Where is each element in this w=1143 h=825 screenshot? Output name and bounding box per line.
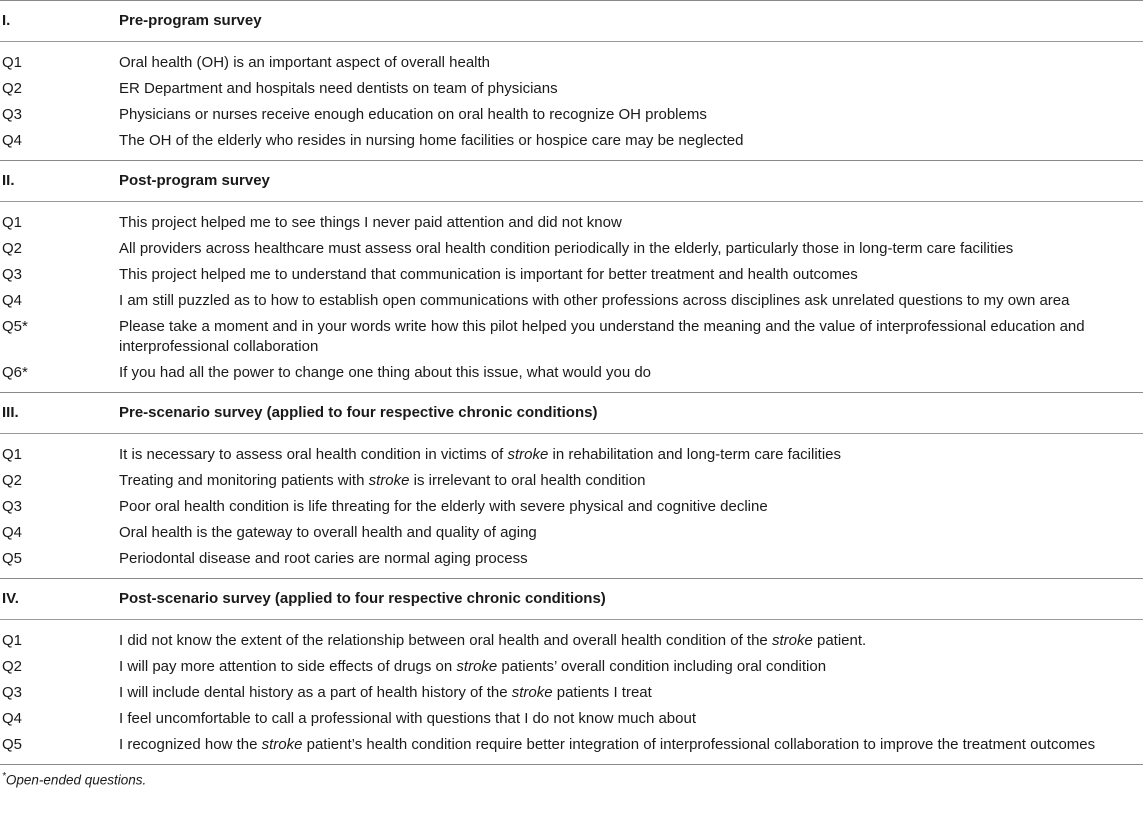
section-title: Post-program survey — [119, 172, 270, 189]
question-id: Q4 — [2, 132, 23, 149]
section-header — [0, 393, 1143, 434]
question-row — [0, 546, 1143, 572]
survey-section — [0, 578, 1143, 764]
question-text-segment: in rehabilitation and long-term care facilities — [548, 446, 842, 463]
question-text — [119, 471, 1143, 491]
question-row — [0, 288, 1143, 314]
question-id: Q1 — [2, 632, 23, 649]
survey-section — [0, 392, 1143, 578]
question-text-segment: This project helped me to understand that communication is important for better treatment and health outcomes — [119, 266, 858, 283]
question-row — [0, 680, 1143, 706]
question-row — [0, 128, 1143, 154]
question-row — [0, 706, 1143, 732]
question-text-segment: I will include dental history as a part of health history of the — [119, 684, 512, 701]
question-id: Q2 — [2, 80, 23, 97]
question-text-segment: is irrelevant to oral health condition — [409, 472, 646, 489]
question-text-segment: patients I treat — [552, 684, 652, 701]
question-row — [0, 102, 1143, 128]
question-row — [0, 236, 1143, 262]
question-row — [0, 468, 1143, 494]
question-text — [119, 105, 1143, 125]
question-text — [119, 291, 1143, 311]
question-text — [119, 523, 1143, 543]
question-text-segment: I feel uncomfortable to call a professional with questions that I do not know much about — [119, 710, 697, 727]
question-text-segment: I am still puzzled as to how to establish open communications with other professions across disciplines ask unrelated questions to my own area — [119, 292, 1070, 309]
question-text-emphasis: stroke — [511, 684, 553, 701]
question-text-segment: All providers across healthcare must assess oral health condition periodically in the elderly, particularly those in long-term care facilities — [119, 240, 1014, 257]
question-id: Q1 — [2, 446, 23, 463]
section-title: Pre-program survey — [119, 12, 262, 29]
question-text — [119, 497, 1143, 517]
question-text — [119, 709, 1143, 729]
question-row — [0, 360, 1143, 386]
question-id: Q4 — [2, 292, 23, 309]
question-text — [119, 657, 1143, 677]
section-header — [0, 161, 1143, 202]
question-text — [119, 445, 1143, 465]
question-row — [0, 314, 1143, 360]
question-text — [119, 317, 1143, 357]
section-numeral: I. — [2, 12, 11, 29]
question-row — [0, 262, 1143, 288]
question-text — [119, 213, 1143, 233]
question-row — [0, 654, 1143, 680]
question-text-segment: I recognized how the — [119, 736, 262, 753]
question-text-emphasis: stroke — [771, 632, 813, 649]
question-text — [119, 363, 1143, 383]
question-id: Q3 — [2, 106, 23, 123]
survey-section — [0, 0, 1143, 160]
question-id: Q1 — [2, 54, 23, 71]
question-row — [0, 210, 1143, 236]
question-text-segment: It is necessary to assess oral health condition in victims of — [119, 446, 508, 463]
section-title: Post-scenario survey (applied to four respective chronic conditions) — [119, 590, 606, 607]
footnote-text: Open-ended questions. — [5, 772, 147, 788]
question-id: Q4 — [2, 710, 23, 727]
question-text — [119, 131, 1143, 151]
question-text-emphasis: stroke — [456, 658, 498, 675]
section-rows — [0, 434, 1143, 578]
question-text-segment: Treating and monitoring patients with — [119, 472, 369, 489]
section-title: Pre-scenario survey (applied to four respective chronic conditions) — [119, 404, 598, 421]
question-row — [0, 520, 1143, 546]
question-text — [119, 79, 1143, 99]
section-rows — [0, 202, 1143, 392]
question-text-emphasis: stroke — [261, 736, 303, 753]
section-numeral: IV. — [2, 590, 19, 607]
question-text-segment: This project helped me to see things I never paid attention and did not know — [119, 214, 622, 231]
question-text-segment: If you had all the power to change one thing about this issue, what would you do — [119, 364, 652, 381]
question-text — [119, 53, 1143, 73]
question-text-segment: Physicians or nurses receive enough education on oral health to recognize OH problems — [119, 106, 707, 123]
question-text-segment: ER Department and hospitals need dentists on team of physicians — [119, 80, 558, 97]
question-text-emphasis: stroke — [507, 446, 549, 463]
question-row — [0, 50, 1143, 76]
section-rows — [0, 620, 1143, 764]
section-numeral: III. — [2, 404, 19, 421]
question-text-segment: The OH of the elderly who resides in nursing home facilities or hospice care may be neglected — [119, 132, 744, 149]
question-id: Q4 — [2, 524, 23, 541]
question-text-segment: I did not know the extent of the relationship between oral health and overall health condition of the — [119, 632, 772, 649]
footnote-marker: * — [2, 771, 6, 782]
question-text-segment: Please take a moment and in your words write how this pilot helped you understand the meaning and the value of interprofessional education and interprofessional collaboration — [119, 318, 1085, 355]
footnote — [0, 765, 1143, 788]
section-rows — [0, 42, 1143, 160]
question-text — [119, 631, 1143, 651]
question-text — [119, 683, 1143, 703]
question-id: Q3 — [2, 498, 23, 515]
question-row — [0, 494, 1143, 520]
question-row — [0, 732, 1143, 758]
question-text-emphasis: stroke — [368, 472, 410, 489]
question-id: Q3 — [2, 684, 23, 701]
question-id: Q5* — [2, 318, 28, 335]
question-id: Q1 — [2, 214, 23, 231]
question-id: Q6* — [2, 364, 28, 381]
question-text-segment: patient’s health condition require better integration of interprofessional collaboration to improve the treatment outcomes — [302, 736, 1096, 753]
section-numeral: II. — [2, 172, 15, 189]
question-text-segment: patient. — [812, 632, 867, 649]
question-id: Q3 — [2, 266, 23, 283]
section-header — [0, 579, 1143, 620]
question-text-segment: Oral health (OH) is an important aspect of overall health — [119, 54, 491, 71]
section-header — [0, 1, 1143, 42]
question-id: Q2 — [2, 658, 23, 675]
question-text-segment: Periodontal disease and root caries are normal aging process — [119, 550, 528, 567]
question-id: Q2 — [2, 240, 23, 257]
question-id: Q2 — [2, 472, 23, 489]
question-text — [119, 735, 1143, 755]
survey-section — [0, 160, 1143, 392]
question-id: Q5 — [2, 736, 23, 753]
question-text-segment: I will pay more attention to side effects of drugs on — [119, 658, 457, 675]
question-id: Q5 — [2, 550, 23, 567]
question-row — [0, 76, 1143, 102]
question-text — [119, 239, 1143, 259]
question-text-segment: Oral health is the gateway to overall health and quality of aging — [119, 524, 537, 541]
question-row — [0, 442, 1143, 468]
question-text — [119, 265, 1143, 285]
question-text-segment: patients’ overall condition including oral condition — [497, 658, 827, 675]
question-row — [0, 628, 1143, 654]
question-text — [119, 549, 1143, 569]
question-text-segment: Poor oral health condition is life threating for the elderly with severe physical and cognitive decline — [119, 498, 768, 515]
